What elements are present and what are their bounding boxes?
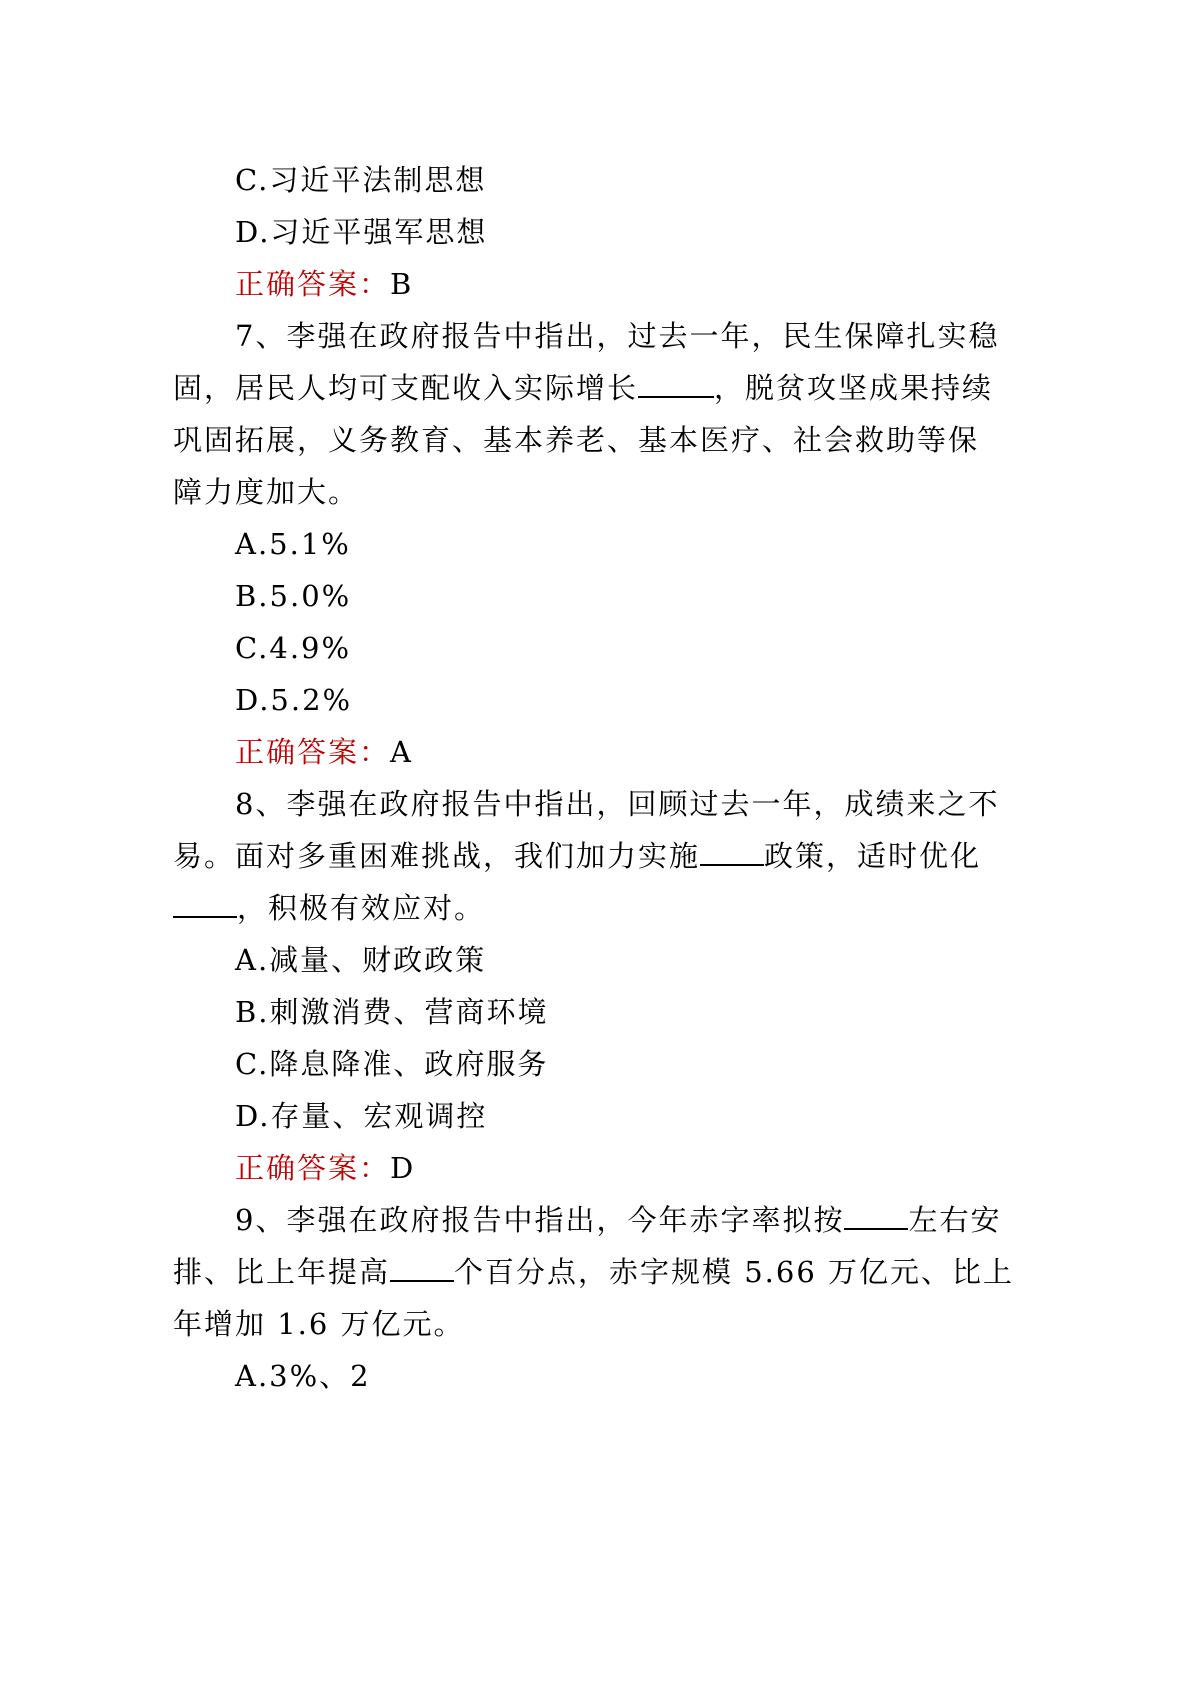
q8-text-before-blank: 易。面对多重困难挑战，我们加力实施 <box>173 839 701 873</box>
q7-answer <box>235 724 413 780</box>
q8-text-after-blank: ，积极有效应对。 <box>237 891 486 925</box>
q6-answer <box>235 256 413 312</box>
q7-option-b: B.5.0% <box>235 579 352 613</box>
answer-value: A <box>390 735 413 769</box>
q9-option-a: A.3%、2 <box>235 1359 371 1393</box>
fill-in-blank <box>638 362 714 398</box>
q7-line-2 <box>173 360 993 416</box>
q7-option-c: C.4.9% <box>235 631 352 665</box>
q8-option-c: C.降息降准、政府服务 <box>235 1047 549 1081</box>
answer-value: D <box>390 1151 416 1185</box>
q8-text-after-blank: 政策，适时优化 <box>764 839 982 873</box>
q8-option-d: D.存量、宏观调控 <box>235 1099 488 1133</box>
fill-in-blank <box>173 882 237 918</box>
fill-in-blank <box>390 1246 454 1282</box>
q8-option-b: B.刺激消费、营商环境 <box>235 995 549 1029</box>
q6-option-d: D.习近平强军思想 <box>235 215 488 249</box>
q9-text-before-blank: 排、比上年提高 <box>173 1255 391 1289</box>
q8-line-2 <box>173 828 981 884</box>
answer-label: 正确答案： <box>235 1151 391 1185</box>
q7-line-1: 7、李强在政府报告中指出，过去一年，民生保障扎实稳 <box>235 319 1000 353</box>
q9-line-1 <box>235 1192 1001 1248</box>
q7-text-after-blank: ，脱贫攻坚成果持续 <box>714 371 994 405</box>
answer-label: 正确答案： <box>235 267 391 301</box>
q8-option-a: A.减量、财政政策 <box>235 943 487 977</box>
q7-option-a: A.5.1% <box>235 527 351 561</box>
fill-in-blank <box>844 1194 908 1230</box>
q8-line-1: 8、李强在政府报告中指出，回顾过去一年，成绩来之不 <box>235 787 1000 821</box>
q8-line-3 <box>173 880 485 936</box>
q9-text-before-blank: 9、李强在政府报告中指出，今年赤字率拟按 <box>235 1203 845 1237</box>
q8-answer <box>235 1140 415 1196</box>
q7-line-3: 巩固拓展，义务教育、基本养老、基本医疗、社会救助等保 <box>173 423 980 457</box>
answer-label: 正确答案： <box>235 735 391 769</box>
q7-line-4: 障力度加大。 <box>173 475 360 509</box>
q9-text-after-blank: 个百分点，赤字规模 5.66 万亿元、比上 <box>454 1255 1015 1289</box>
q9-line-2 <box>173 1244 1014 1300</box>
q7-text-before-blank: 固，居民人均可支配收入实际增长 <box>173 371 639 405</box>
q9-line-3: 年增加 1.6 万亿元。 <box>173 1307 465 1341</box>
answer-value: B <box>390 267 414 301</box>
q7-option-d: D.5.2% <box>235 683 353 717</box>
q6-option-c: C.习近平法制思想 <box>235 163 487 197</box>
q9-text-after-blank: 左右安 <box>908 1203 1002 1237</box>
fill-in-blank <box>700 830 764 866</box>
